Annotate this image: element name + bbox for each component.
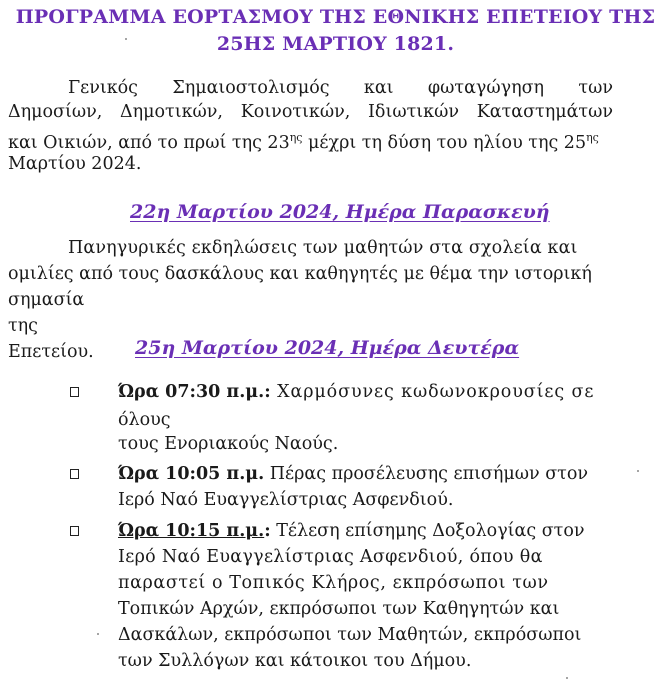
document-title <box>0 4 671 58</box>
schedule-text: Χαρμόσυνες κωδωνοκρουσίες σε <box>270 382 595 402</box>
schedule-text: Πέρας προσέλευσης επισήμων στον <box>264 464 589 484</box>
schedule-time: Ώρα 10:05 π.μ. <box>118 464 265 484</box>
bullet-box-icon <box>70 387 79 397</box>
intro-line-3 <box>8 126 599 155</box>
section-heading-march-22: 22η Μαρτίου 2024, Ημέρα Παρασκευή <box>130 201 550 223</box>
section1-line-4: της <box>8 316 38 336</box>
scan-speck <box>97 633 99 635</box>
intro-text: και Οικιών, από το πρωί της 23 <box>8 132 290 153</box>
intro-word: των <box>578 78 613 98</box>
schedule-item-3 <box>118 519 585 543</box>
title-line-2: 25ΗΣ ΜΑΡΤΙΟΥ 1821. <box>216 33 455 55</box>
schedule-time: Ώρα 07:30 π.μ.: <box>118 382 271 402</box>
intro-line-4: Μαρτίου 2024. <box>8 154 142 174</box>
intro-word: Δημοτικών, <box>120 102 223 122</box>
intro-word: Ιδιωτικών <box>368 102 459 122</box>
intro-word: Κοινοτικών, <box>240 102 351 122</box>
title-line-1: ΠΡΟΓΡΑΜΜΑ ΕΟΡΤΑΣΜΟΥ ΤΗΣ ΕΘΝΙΚΗΣ ΕΠΕΤΕΙΟΥ ΤΗΣ <box>15 6 656 28</box>
section1-line-2: ομιλίες από τους δασκάλους και καθηγητές με θέμα την ιστορική <box>8 264 592 284</box>
intro-line-1 <box>68 76 613 100</box>
section1-line-3: σημασία <box>8 290 85 310</box>
schedule-item-1 <box>118 380 594 404</box>
schedule-item-3-line: Ιερό Ναό Ευαγγελίστριας Ασφενδιού, όπου θα <box>118 547 543 567</box>
schedule-item-1-line: τους Ενοριακούς Ναούς. <box>118 434 339 454</box>
schedule-item-2-line: Ιερό Ναό Ευαγγελίστριας Ασφενδιού. <box>118 490 454 510</box>
intro-word: και <box>363 78 394 98</box>
bullet-box-icon <box>70 526 79 536</box>
schedule-item-2 <box>118 462 588 486</box>
section-heading-march-25: 25η Μαρτίου 2024, Ημέρα Δευτέρα <box>135 337 520 359</box>
section1-line-5: Επετείου. <box>8 342 94 362</box>
intro-word: φωταγώγηση <box>427 78 545 98</box>
schedule-time: Ώρα 10:15 π.μ. <box>118 521 265 541</box>
scan-speck <box>566 677 568 679</box>
scan-speck <box>637 470 639 472</box>
schedule-item-3-line: Τοπικών Αρχών, εκπρόσωποι των Καθηγητών και <box>118 599 560 619</box>
superscript: ης <box>289 131 303 144</box>
schedule-text: Τέλεση επίσημης Δοξολογίας στον <box>270 521 585 541</box>
schedule-item-1-line: όλους <box>118 410 171 430</box>
schedule-item-3-line: παραστεί ο Τοπικός Κλήρος, εκπρόσωποι των <box>118 573 549 593</box>
intro-text: μέχρι τη δύση του ηλίου της 25 <box>302 132 587 153</box>
scan-speck <box>125 38 127 40</box>
bullet-box-icon <box>70 469 79 479</box>
schedule-item-3-line: των Συλλόγων και κάτοικοι του Δήμου. <box>118 651 472 671</box>
intro-word: Δημοσίων, <box>8 102 103 122</box>
intro-word: Καταστημάτων <box>476 102 613 122</box>
superscript: ης <box>586 131 599 144</box>
intro-word: Σημαιοστολισμός <box>172 78 330 98</box>
schedule-time-suffix: : <box>264 521 271 541</box>
intro-word: Γενικός <box>68 78 138 98</box>
section1-line-1: Πανηγυρικές εκδηλώσεις των μαθητών στα σχολεία και <box>68 238 578 258</box>
schedule-item-3-line: Δασκάλων, εκπρόσωποι των Μαθητών, εκπρόσωποι <box>118 625 582 645</box>
intro-line-2 <box>8 100 613 124</box>
